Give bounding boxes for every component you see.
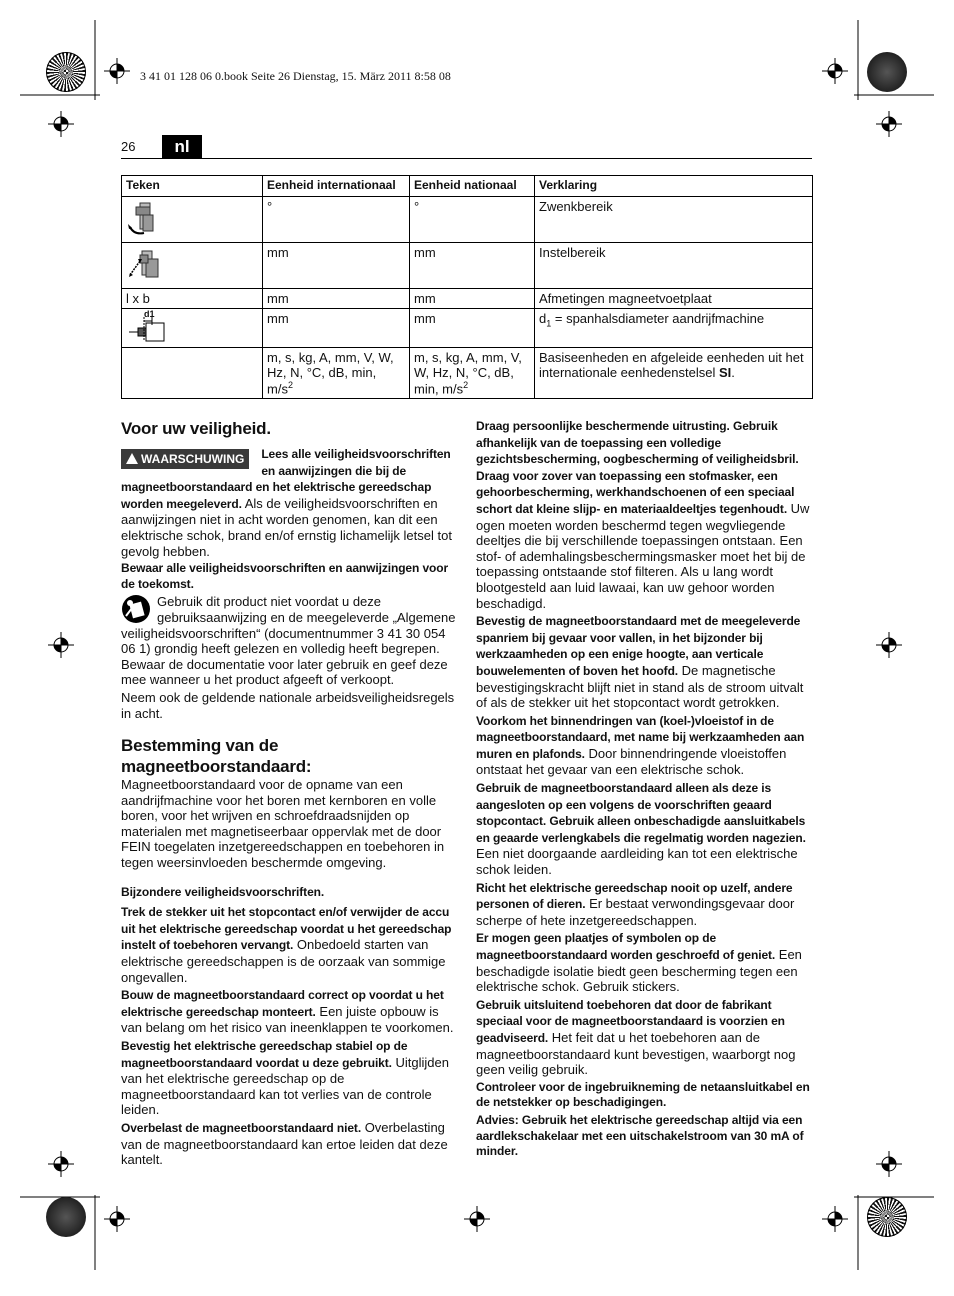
warning-paragraph <box>121 446 457 559</box>
aim-bold-text: Richt het elektrische gereedschap nooit op uzelf, andere personen of dieren. <box>476 880 793 912</box>
accessories-text: Het feit dat u het toebehoren aan de magneetboorstandaard kunt bevestigen, waarborgt nog geen veilig gebruik. <box>476 1029 796 1078</box>
explanation-cell <box>535 309 813 348</box>
symbol-cell: l x b <box>122 289 263 309</box>
column-header: Eenheid nationaal <box>410 176 535 197</box>
warning-text: Als de veiligheidsvoorschriften en aanwijzingen niet in acht worden genomen, kan dit een elektrische schok, brand en/of ernstig lichamelijk letsel tot gevolg hebben. <box>121 495 452 559</box>
explanation-symbol: d <box>539 311 547 326</box>
ppe-text: Uw ogen moeten worden beschermd tegen wegvliegende deeltjes die bij verschillende toepassingen ontstaan. Een stof- of ademhalingsbeschermingsmasker moet het bij de toepassing ontstaande stof filteren. Als u lang wordt blootgesteld aan luid lawaai, kan uw gehoor worden beschadigd. <box>476 500 810 611</box>
explanation-cell: Instelbereik <box>535 243 813 289</box>
table-row <box>122 309 813 348</box>
strap-bold-text: Bevestig de magneetboorstandaard met de meegeleverde spanriem bij gevaar voor vallen, in het bijzonder bij werkzaamheden op een enige hoogte, aan verticale bouwelementen of boven het hoofd. <box>476 614 801 678</box>
table-header-row <box>122 176 813 197</box>
accessories-bold-text: Gebruik uitsluitend toebehoren dat door de fabrikant speciaal voor de magneetboorstandaard is voorzien en geadviseerd. <box>476 997 785 1045</box>
explanation-cell <box>535 348 813 399</box>
right-column <box>476 418 814 1162</box>
safety-heading: Voor uw veiligheid. <box>121 419 271 438</box>
read-manual-paragraph <box>121 594 457 688</box>
warning-label: WAARSCHUWING <box>141 452 245 466</box>
national-units-text: m, s, kg, A, mm, V, W, Hz, N, °C, dB, min, m/s <box>414 350 522 397</box>
warning-bold-text: Lees alle veiligheidsvoorschriften en aanwijzingen die bij de magneetboorstandaard en het elektrische gereedschap worden meegeleverd. <box>121 447 451 511</box>
symbol-d1: d1 <box>144 309 155 319</box>
table-row <box>122 197 813 243</box>
symbol-cell <box>122 243 263 289</box>
swivel-range-icon <box>126 199 160 235</box>
warning-badge <box>121 449 249 469</box>
national-unit-cell: mm <box>410 289 535 309</box>
special-safety-heading: Bijzondere veiligheidsvoorschriften. <box>121 884 325 899</box>
explanation-text: Basiseenheden en afgeleide eenheden uit het internationale eenhedenstelsel <box>539 350 804 380</box>
unplug-text: Onbedoeld starten van elektrische gereedschappen is de oorzaak van sommige ongevallen. <box>121 937 446 985</box>
column-header: Verklaring <box>535 176 813 197</box>
table-row <box>122 348 813 399</box>
purpose-heading-line-2: magneetboorstandaard: <box>121 757 312 777</box>
read-manual-text: Gebruik dit product niet voordat u deze gebruiksaanwijzing en de meegeleverde „Algemene veiligheidsvoorschriften“ (documentnummer 3 41 30 054 06 1) grondig heeft gelezen en volledig heeft begrepen. Bewaar de documentatie voor later gebruik en geef deze mee wanneer u het product afgeeft of verkoopt. <box>121 594 456 688</box>
starburst-target <box>867 1197 907 1237</box>
national-rules-text: Neem ook de geldende nationale arbeidsveiligheidsregels in acht. <box>121 689 455 721</box>
plates-bold-text: Er mogen geen plaatjes of symbolen op de magneetboorstandaard worden geschroefd of geniet. <box>476 931 776 962</box>
starburst-target <box>46 52 86 92</box>
table-row <box>122 243 813 289</box>
national-unit-cell: mm <box>410 309 535 348</box>
language-tab: nl <box>162 135 202 158</box>
explanation-cell: Afmetingen magneetvoetplaat <box>535 289 813 309</box>
strap-text: De magnetische bevestigingskracht blijft niet in stand als de stroom uitvalt of als de stekker uit het stopcontact wordt getrokken. <box>476 662 804 711</box>
intl-units-text: m, s, kg, A, mm, V, W, Hz, N, °C, dB, min, m/s <box>267 350 394 397</box>
grounding-text: Een niet doorgaande aardleiding kan tot een elektrische schok leiden. <box>476 846 798 878</box>
aim-text: Er bestaat verwondingsgevaar door scherpe of hete inzetgereedschappen. <box>476 896 795 928</box>
registration-target <box>104 1206 130 1232</box>
color-patch-target <box>867 52 907 92</box>
page-number: 26 <box>121 139 136 154</box>
symbol-cell <box>122 309 263 348</box>
column-header: Eenheid internationaal <box>263 176 410 197</box>
header-rule <box>121 158 812 159</box>
color-patch-target <box>46 1197 86 1237</box>
explanation-cell: Zwenkbereik <box>535 197 813 243</box>
explanation-text: = spanhalsdiameter aandrijfmachine <box>551 311 765 326</box>
assemble-text: Een juiste opbouw is van belang om het risico van ineenklappen te voorkomen. <box>121 1003 454 1036</box>
column-header: Teken <box>122 176 263 197</box>
registration-target <box>48 111 74 137</box>
intl-unit-cell: mm <box>263 289 410 309</box>
symbol-cell <box>122 197 263 243</box>
registration-target <box>876 111 902 137</box>
keep-instructions-text: Bewaar alle veiligheidsvoorschriften en aanwijzingen voor de toekomst. <box>121 561 449 591</box>
national-unit-cell: mm <box>410 243 535 289</box>
si-abbreviation: SI <box>718 365 732 380</box>
table-row <box>122 289 813 309</box>
read-manual-icon <box>121 594 151 624</box>
symbol-cell <box>122 348 263 399</box>
liquid-bold-text: Voorkom het binnendringen van (koel-)vloeistof in de magneetboorstandaard, met name bij werkzaamheden aan muren en plafonds. <box>476 713 805 761</box>
intl-unit-cell <box>263 348 410 399</box>
plates-text: Een beschadigde isolatie biedt geen bescherming tegen een elektrische schok. Gebruik stickers. <box>476 947 802 995</box>
national-unit-cell <box>410 348 535 399</box>
overload-text: Overbelasting van de magneetboorstandaard kan ertoe leiden dat deze kantelt. <box>121 1119 448 1168</box>
liquid-text: Door binnendringende vloeistoffen ontstaat het gevaar van een elektrische schok. <box>476 745 787 778</box>
registration-target <box>48 1151 74 1177</box>
ppe-bold-text: Draag persoonlijke beschermende uitrusting. Gebruik afhankelijk van de toepassing een volledige gezichtsbescherming, oogbescherming of veiligheidsbril. Draag voor zover van toepassing een stofmasker, een gehoorbescherming, werkhandschoenen of een speciaal schort dat kleine slijp- en materiaaldeeltjes tegenhoudt. <box>476 419 799 516</box>
registration-target <box>464 1206 490 1232</box>
registration-target <box>48 632 74 658</box>
registration-target <box>876 632 902 658</box>
fasten-bold-text: Bevestig het elektrische gereedschap stabiel op de magneetboorstandaard voordat u deze gebruikt. <box>121 1039 408 1070</box>
left-column <box>121 418 457 1170</box>
overload-bold-text: Overbelast de magneetboorstandaard niet. <box>121 1120 362 1135</box>
grounding-bold-text: Gebruik de magneetboorstandaard alleen als deze is aangesloten op een volgens de voorschriften geaard stopcontact. Gebruik alleen onbeschadigde aansluitkabels en geaarde verlengkabels die regelmatig worden nagezien. <box>476 781 806 845</box>
registration-target <box>876 1151 902 1177</box>
intl-unit-cell: ° <box>263 197 410 243</box>
explanation-end: . <box>731 365 735 380</box>
adjust-range-icon <box>126 245 160 281</box>
book-info: 3 41 01 128 06 0.book Seite 26 Dienstag, 15. März 2011 8:58 08 <box>140 69 451 83</box>
collar-diameter-icon <box>126 311 170 345</box>
registration-target <box>104 58 130 84</box>
superscript: 2 <box>463 380 469 390</box>
purpose-heading-line-1: Bestemming van de <box>121 736 279 756</box>
units-table <box>121 175 813 399</box>
rcd-advice-text: Advies: Gebruik het elektrische gereedschap altijd via een aardlekschakelaar met een uitschakelstroom van 30 mA of minder. <box>476 1112 804 1159</box>
fasten-text: Uitglijden van het elektrische gereedschap op de magneetboorstandaard kan tot verlies van de controle leiden. <box>121 1054 449 1118</box>
purpose-text: Magneetboorstandaard voor de opname van een aandrijfmachine voor het boren met kernboren en volle boren, voor het wrijven en schroefdraadsnijden op materialen met magnetiseerbaar oppervlak met de door FEIN toegelaten inzetgereedschappen en toebehoren in tegen weersinvloeden beschermde omgeving. <box>121 777 445 871</box>
inspect-cable-text: Controleer voor de ingebruikneming de netaansluitkabel en de netstekker op beschadigingen. <box>476 1079 810 1110</box>
intl-unit-cell: mm <box>263 243 410 289</box>
intl-unit-cell: mm <box>263 309 410 348</box>
registration-target <box>822 1206 848 1232</box>
explanation-subscript: 1 <box>546 318 552 329</box>
registration-target <box>822 58 848 84</box>
assemble-bold-text: Bouw de magneetboorstandaard correct op voordat u het elektrische gereedschap monteert. <box>121 988 444 1019</box>
warning-triangle-icon <box>126 453 138 464</box>
unplug-bold-text: Trek de stekker uit het stopcontact en/of verwijder de accu uit het elektrische gereedschap voordat u het gereedschap instelt of toebehoren vervangt. <box>121 905 452 953</box>
superscript: 2 <box>287 380 293 390</box>
national-unit-cell: ° <box>410 197 535 243</box>
